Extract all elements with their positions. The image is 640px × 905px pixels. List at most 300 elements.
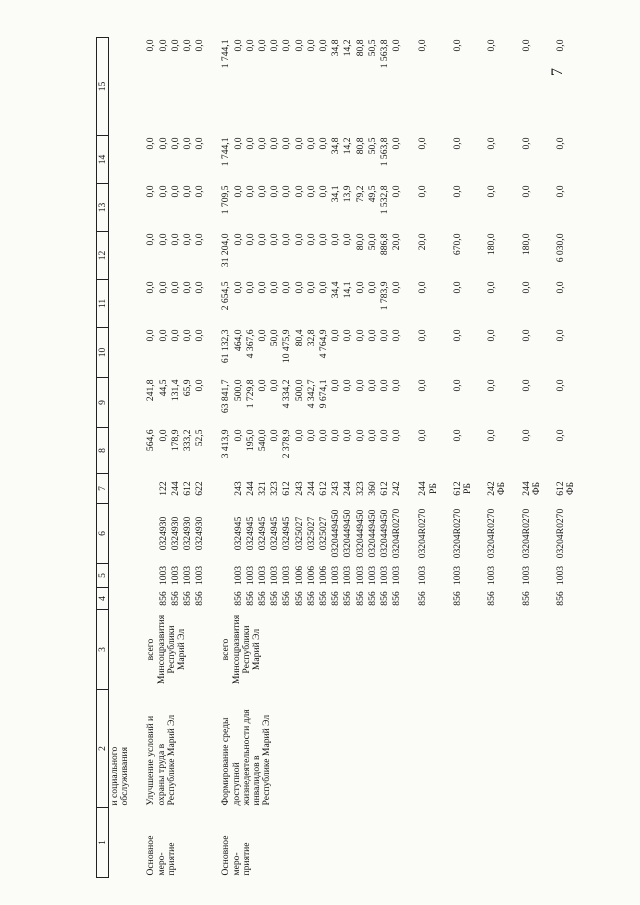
amount-10: 0,0 xyxy=(486,329,498,342)
amount-12: 0,0 xyxy=(244,233,256,246)
executor-cell xyxy=(220,610,403,690)
amount-15: 0,0 xyxy=(269,39,281,52)
section-code: 1003 xyxy=(244,565,256,586)
amount-15: 34,8 xyxy=(330,39,342,57)
amount-11: 0,0 xyxy=(486,281,498,294)
expense-type: 321 xyxy=(257,481,269,496)
amount-13: 0,0 xyxy=(486,185,498,198)
amount-15: 0,0 xyxy=(257,39,269,52)
column-number-11: 11 xyxy=(97,280,109,328)
empty-cell xyxy=(486,610,508,690)
amount-13: 49,5 xyxy=(366,185,378,203)
amount-10: 0,0 xyxy=(194,329,206,342)
executor-cell-line: Республики xyxy=(240,625,252,674)
amount-15: 14,2 xyxy=(342,39,354,57)
amount-9: 0,0 xyxy=(330,379,342,392)
amount-15: 0,0 xyxy=(244,39,256,52)
measure-name-cell-line: Улучшение условий и xyxy=(145,715,157,806)
column-number-12: 12 xyxy=(97,232,109,280)
target-code: 0324930 xyxy=(182,516,194,551)
amount-8: 333,2 xyxy=(182,429,194,452)
expense-type xyxy=(452,474,474,504)
amount-11: 0,0 xyxy=(318,281,330,294)
expense-type-line: ФБ xyxy=(565,481,577,496)
target-code: 0324945 xyxy=(244,516,256,551)
spacer-cell xyxy=(440,38,452,878)
column-number-5: 5 xyxy=(97,564,109,588)
amount-13: 0,0 xyxy=(145,185,157,198)
amount-14: 0,0 xyxy=(157,137,169,150)
name-cell xyxy=(109,690,132,808)
empty-cell xyxy=(555,610,577,690)
amount-12: 6 030,0 xyxy=(555,233,567,263)
gov-code: 856 xyxy=(169,591,181,606)
gov-code: 856 xyxy=(257,591,269,606)
section-code: 1003 xyxy=(342,565,354,586)
gov-code: 856 xyxy=(182,591,194,606)
measure-type-cell-line: приятие xyxy=(240,842,252,876)
spacer-cell xyxy=(403,38,417,878)
amount-12: 180,0 xyxy=(520,233,532,256)
measure-type-cell-line: меро- xyxy=(155,852,167,876)
amount-15: 0,0 xyxy=(169,39,181,52)
amount-8: 0,0 xyxy=(486,429,498,442)
section-code: 1003 xyxy=(354,565,366,586)
expense-type xyxy=(521,474,543,504)
amount-8: 0,0 xyxy=(318,429,330,442)
expense-type: 244 xyxy=(244,481,256,496)
amount-13: 0,0 xyxy=(318,185,330,198)
expense-type-line: 612 xyxy=(451,481,463,496)
amount-11: 0,0 xyxy=(269,281,281,294)
amount-9: 0,0 xyxy=(257,379,269,392)
amount-12: 20,0 xyxy=(417,233,429,251)
gov-code: 856 xyxy=(269,591,281,606)
empty-cell xyxy=(521,690,543,808)
amount-13: 0,0 xyxy=(182,185,194,198)
amount-15: 1 563,8 xyxy=(379,39,391,69)
amount-13: 0,0 xyxy=(391,185,403,198)
expense-type: 612 xyxy=(281,481,293,496)
column-number-6: 6 xyxy=(97,504,109,564)
empty-cell xyxy=(417,690,439,808)
section-code: 1003 xyxy=(417,565,429,586)
target-code: 0324945 xyxy=(232,516,244,551)
amount-14: 0,0 xyxy=(182,137,194,150)
column-number-2: 2 xyxy=(97,690,109,808)
section-code: 1003 xyxy=(157,565,169,586)
measure-name-cell xyxy=(220,690,403,808)
amount-13: 0,0 xyxy=(244,185,256,198)
name-cell-line: обслуживания xyxy=(119,747,131,806)
amount-10: 464,0 xyxy=(232,329,244,352)
table-row xyxy=(109,38,132,878)
amount-9: 0,0 xyxy=(354,379,366,392)
amount-9: 0,0 xyxy=(555,379,567,392)
amount-11: 0,0 xyxy=(182,281,194,294)
amount-13: 0,0 xyxy=(451,185,463,198)
section-code: 1003 xyxy=(451,565,463,586)
expense-type: 242 xyxy=(391,481,403,496)
gov-code: 856 xyxy=(318,591,330,606)
expense-type-line: ФБ xyxy=(530,481,542,496)
section-code: 1003 xyxy=(169,565,181,586)
amount-8: 52,5 xyxy=(194,429,206,447)
amount-10: 10 475,9 xyxy=(281,329,293,364)
executor-cell-line: Минсоцразвития xyxy=(230,614,242,685)
amount-11: 1 783,9 xyxy=(379,281,391,311)
column-number-4: 4 xyxy=(97,588,109,610)
expense-type xyxy=(220,474,232,504)
amount-13: 1 709,5 xyxy=(220,185,232,215)
amount-14: 0,0 xyxy=(555,137,567,150)
amount-12: 0,0 xyxy=(330,233,342,246)
amount-9: 0,0 xyxy=(194,379,206,392)
gov-code: 856 xyxy=(281,591,293,606)
amount-12: 0,0 xyxy=(157,233,169,246)
amount-13: 0,0 xyxy=(520,185,532,198)
amount-13: 0,0 xyxy=(194,185,206,198)
amount-12: 0,0 xyxy=(269,233,281,246)
amount-13: 0,0 xyxy=(305,185,317,198)
spacer-row xyxy=(403,38,417,878)
table-body xyxy=(109,38,578,878)
amount-15: 0,0 xyxy=(520,39,532,52)
amount-15: 0,0 xyxy=(293,39,305,52)
column-number-row xyxy=(97,38,109,878)
amount-8: 0,0 xyxy=(417,429,429,442)
amount-12: 0,0 xyxy=(169,233,181,246)
amount-11: 2 654,5 xyxy=(220,281,232,311)
amount-12: 80,0 xyxy=(354,233,366,251)
amount-10: 0,0 xyxy=(391,329,403,342)
amount-8: 3 413,9 xyxy=(220,429,232,459)
empty-cell xyxy=(417,808,439,878)
expense-type xyxy=(555,474,577,504)
empty-cell xyxy=(109,378,132,428)
amount-13: 0,0 xyxy=(293,185,305,198)
amount-8: 0,0 xyxy=(391,429,403,442)
target-code: 0320449450 xyxy=(330,509,342,558)
gov-code: 856 xyxy=(486,591,498,606)
amount-9: 4 342,7 xyxy=(305,379,317,409)
amount-13: 0,0 xyxy=(281,185,293,198)
amount-15: 0,0 xyxy=(194,39,206,52)
amount-11: 0,0 xyxy=(244,281,256,294)
amount-15: 0,0 xyxy=(281,39,293,52)
section-code: 1003 xyxy=(232,565,244,586)
column-number-8: 8 xyxy=(97,428,109,474)
column-number-1: 1 xyxy=(97,808,109,878)
gov-code: 856 xyxy=(520,591,532,606)
amount-14: 0,0 xyxy=(391,137,403,150)
amount-12: 0,0 xyxy=(293,233,305,246)
amount-8: 0,0 xyxy=(451,429,463,442)
amount-12: 0,0 xyxy=(182,233,194,246)
measure-type-cell xyxy=(220,808,403,878)
column-number-7: 7 xyxy=(97,474,109,504)
empty-cell xyxy=(417,610,439,690)
gov-code: 856 xyxy=(391,591,403,606)
amount-9: 9 674,1 xyxy=(318,379,330,409)
amount-8: 178,9 xyxy=(169,429,181,452)
amount-13: 0,0 xyxy=(232,185,244,198)
amount-11: 0,0 xyxy=(366,281,378,294)
measure-type-cell-line: приятие xyxy=(165,842,177,876)
target-code: 03204R0270 xyxy=(486,508,498,559)
spacer-row xyxy=(543,38,555,878)
amount-10: 0,0 xyxy=(169,329,181,342)
table-row xyxy=(145,38,157,878)
target-code: 0325027 xyxy=(293,516,305,551)
measure-type-cell-line: Основное xyxy=(145,835,157,876)
section-code: 1006 xyxy=(293,565,305,586)
budget-sheet xyxy=(96,38,577,878)
amount-13: 0,0 xyxy=(169,185,181,198)
expense-type xyxy=(417,474,439,504)
expense-type-line: РБ xyxy=(427,483,439,494)
measure-type-cell-line: меро- xyxy=(230,852,242,876)
amount-14: 0,0 xyxy=(520,137,532,150)
column-number-3: 3 xyxy=(97,610,109,690)
amount-12: 31 204,0 xyxy=(220,233,232,268)
amount-9: 0,0 xyxy=(366,379,378,392)
expense-type-line: 242 xyxy=(486,481,498,496)
empty-cell xyxy=(521,808,543,878)
expense-type: 243 xyxy=(232,481,244,496)
section-code: 1003 xyxy=(194,565,206,586)
spacer-cell xyxy=(509,38,521,878)
amount-8: 0,0 xyxy=(305,429,317,442)
empty-cell xyxy=(109,474,132,504)
expense-type: 244 xyxy=(169,481,181,496)
target-code: 0324945 xyxy=(269,516,281,551)
empty-cell xyxy=(452,808,474,878)
target-code: 0324930 xyxy=(169,516,181,551)
amount-11: 0,0 xyxy=(257,281,269,294)
amount-11: 0,0 xyxy=(305,281,317,294)
amount-14: 0,0 xyxy=(257,137,269,150)
section-code: 1003 xyxy=(330,565,342,586)
executor-cell-line: Марий Эл xyxy=(176,628,188,671)
amount-10: 0,0 xyxy=(330,329,342,342)
amount-13: 79,2 xyxy=(354,185,366,203)
expense-type: 612 xyxy=(379,481,391,496)
empty-cell xyxy=(109,428,132,474)
target-code: 0324930 xyxy=(194,516,206,551)
empty-cell xyxy=(486,808,508,878)
amount-12: 180,0 xyxy=(486,233,498,256)
amount-9: 0,0 xyxy=(379,379,391,392)
amount-10: 4 367,6 xyxy=(244,329,256,359)
amount-14: 0,0 xyxy=(417,137,429,150)
target-code: 0320449450 xyxy=(379,509,391,558)
budget-table xyxy=(96,37,578,878)
amount-8: 540,0 xyxy=(257,429,269,452)
target-code: 0325027 xyxy=(305,516,317,551)
measure-name-cell-line: Республике Марий Эл xyxy=(261,714,273,806)
amount-11: 0,0 xyxy=(281,281,293,294)
column-number-13: 13 xyxy=(97,184,109,232)
amount-10: 0,0 xyxy=(342,329,354,342)
empty-cell xyxy=(109,610,132,690)
amount-9: 0,0 xyxy=(520,379,532,392)
empty-cell xyxy=(109,136,132,184)
expense-type: 244 xyxy=(342,481,354,496)
amount-15: 0,0 xyxy=(145,39,157,52)
amount-14: 14,2 xyxy=(342,137,354,155)
measure-name-cell-line: жизнедеятельности для xyxy=(240,709,252,806)
amount-8: 0,0 xyxy=(330,429,342,442)
amount-15: 1 744,1 xyxy=(220,39,232,69)
empty-cell xyxy=(555,690,577,808)
target-code xyxy=(220,504,232,564)
table-row xyxy=(417,38,439,878)
amount-9: 0,0 xyxy=(451,379,463,392)
amount-14: 0,0 xyxy=(281,137,293,150)
gov-code: 856 xyxy=(555,591,567,606)
amount-10: 0,0 xyxy=(157,329,169,342)
amount-8: 0,0 xyxy=(520,429,532,442)
amount-9: 0,0 xyxy=(417,379,429,392)
executor-cell-line: всего xyxy=(145,638,157,661)
gov-code: 856 xyxy=(194,591,206,606)
gov-code: 856 xyxy=(451,591,463,606)
target-code: 03204R0270 xyxy=(520,508,532,559)
empty-cell xyxy=(555,808,577,878)
amount-15: 80,8 xyxy=(354,39,366,57)
spacer-row xyxy=(131,38,145,878)
amount-9: 500,0 xyxy=(232,379,244,402)
amount-15: 0,0 xyxy=(157,39,169,52)
empty-cell xyxy=(109,38,132,136)
measure-type-cell-line: Основное xyxy=(220,835,232,876)
amount-13: 0,0 xyxy=(555,185,567,198)
amount-11: 0,0 xyxy=(555,281,567,294)
amount-11: 0,0 xyxy=(145,281,157,294)
measure-name-cell-line: инвалидов в xyxy=(251,755,263,806)
column-number-10: 10 xyxy=(97,328,109,378)
amount-8: 195,0 xyxy=(244,429,256,452)
amount-9: 131,4 xyxy=(169,379,181,402)
gov-code: 856 xyxy=(232,591,244,606)
gov-code xyxy=(145,588,157,610)
amount-10: 0,0 xyxy=(555,329,567,342)
empty-cell xyxy=(486,690,508,808)
measure-name-cell-line: Республике Марий Эл xyxy=(165,714,177,806)
section-code: 1003 xyxy=(257,565,269,586)
section-code: 1006 xyxy=(318,565,330,586)
measure-name-cell xyxy=(145,690,206,808)
target-code: 0324945 xyxy=(257,516,269,551)
amount-15: 50,5 xyxy=(366,39,378,57)
amount-8: 0,0 xyxy=(354,429,366,442)
amount-12: 0,0 xyxy=(194,233,206,246)
target-code: 03204R0270 xyxy=(451,508,463,559)
expense-type: 122 xyxy=(157,481,169,496)
section-code: 1003 xyxy=(269,565,281,586)
amount-12: 0,0 xyxy=(145,233,157,246)
column-number-15: 15 xyxy=(97,38,109,136)
amount-9: 1 729,8 xyxy=(244,379,256,409)
amount-12: 670,0 xyxy=(451,233,463,256)
executor-cell-line: Марий Эл xyxy=(251,628,263,671)
amount-9: 0,0 xyxy=(486,379,498,392)
amount-15: 0,0 xyxy=(555,39,567,52)
section-code: 1003 xyxy=(391,565,403,586)
amount-8: 0,0 xyxy=(293,429,305,442)
amount-12: 0,0 xyxy=(281,233,293,246)
amount-10: 0,0 xyxy=(379,329,391,342)
section-code: 1003 xyxy=(182,565,194,586)
amount-8: 2 378,9 xyxy=(281,429,293,459)
amount-11: 34,4 xyxy=(330,281,342,299)
amount-14: 0,0 xyxy=(451,137,463,150)
amount-10: 0,0 xyxy=(451,329,463,342)
expense-type: 244 xyxy=(305,481,317,496)
amount-9: 4 334,2 xyxy=(281,379,293,409)
amount-11: 0,0 xyxy=(520,281,532,294)
amount-9: 500,0 xyxy=(293,379,305,402)
amount-10: 0,0 xyxy=(520,329,532,342)
amount-12: 0,0 xyxy=(318,233,330,246)
gov-code: 856 xyxy=(417,591,429,606)
amount-10: 61 132,3 xyxy=(220,329,232,364)
amount-13: 34,1 xyxy=(330,185,342,203)
target-code: 0320449450 xyxy=(354,509,366,558)
empty-cell xyxy=(109,280,132,328)
target-code: 03204R0270 xyxy=(555,508,567,559)
amount-9: 65,9 xyxy=(182,379,194,397)
empty-cell xyxy=(521,610,543,690)
amount-11: 14,1 xyxy=(342,281,354,299)
table-row xyxy=(486,38,508,878)
column-number-9: 9 xyxy=(97,378,109,428)
section-code xyxy=(220,564,232,588)
section-code: 1003 xyxy=(366,565,378,586)
amount-15: 0,0 xyxy=(305,39,317,52)
amount-9: 44,5 xyxy=(157,379,169,397)
amount-11: 0,0 xyxy=(169,281,181,294)
gov-code: 856 xyxy=(293,591,305,606)
expense-type-line: РБ xyxy=(462,483,474,494)
amount-11: 0,0 xyxy=(391,281,403,294)
amount-8: 564,6 xyxy=(145,429,157,452)
amount-14: 80,8 xyxy=(354,137,366,155)
measure-name-cell-line: Формирование среды xyxy=(220,717,232,806)
amount-8: 0,0 xyxy=(342,429,354,442)
amount-11: 0,0 xyxy=(451,281,463,294)
page-number: 7 xyxy=(549,68,566,76)
expense-type: 612 xyxy=(318,481,330,496)
expense-type: 323 xyxy=(354,481,366,496)
measure-name-cell-line: доступной xyxy=(230,762,242,806)
table-row xyxy=(220,38,232,878)
amount-14: 34,8 xyxy=(330,137,342,155)
empty-cell xyxy=(452,610,474,690)
gov-code: 856 xyxy=(330,591,342,606)
expense-type-line: 244 xyxy=(417,481,429,496)
amount-8: 0,0 xyxy=(157,429,169,442)
target-code: 0320449450 xyxy=(342,509,354,558)
amount-15: 0,0 xyxy=(232,39,244,52)
gov-code: 856 xyxy=(354,591,366,606)
name-cell-line: и социального xyxy=(109,746,120,806)
amount-8: 0,0 xyxy=(379,429,391,442)
gov-code: 856 xyxy=(342,591,354,606)
expense-type: 622 xyxy=(194,481,206,496)
spacer-cell xyxy=(543,38,555,878)
